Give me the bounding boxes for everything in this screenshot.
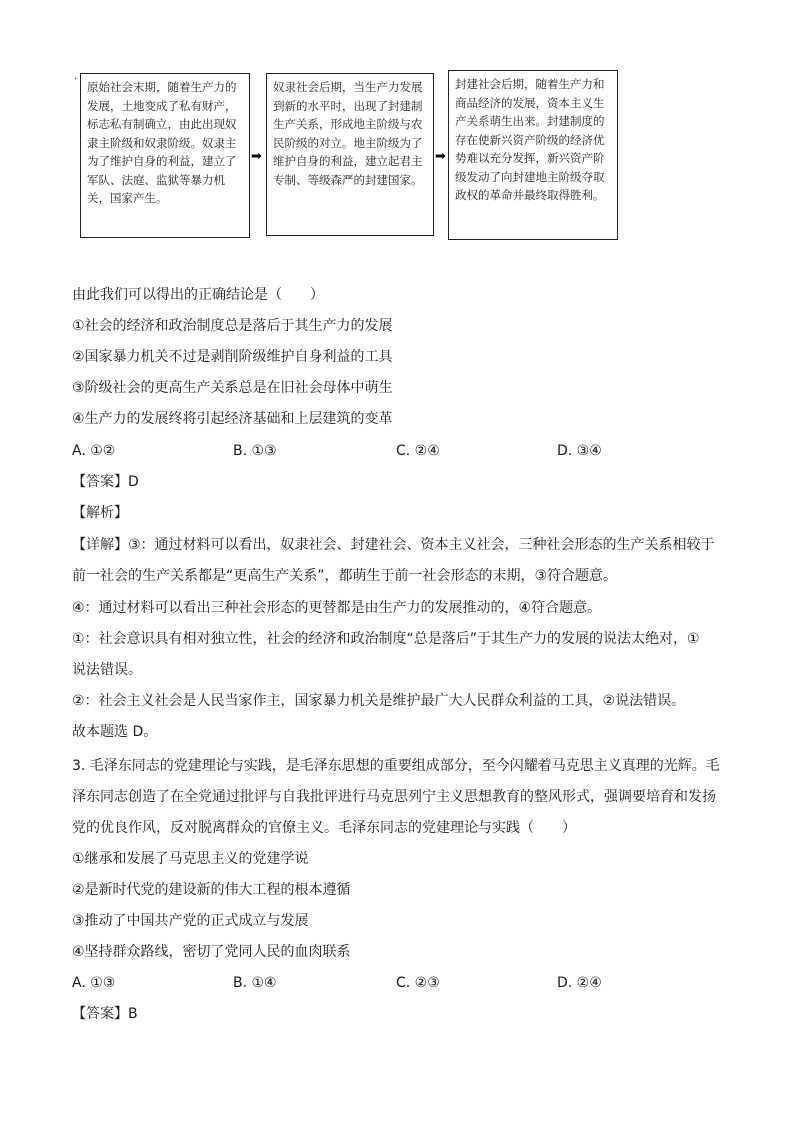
detail-line-6: ②：社会主义社会是人民当家作主，国家暴力机关是维护最广大人民群众利益的工具，②说法错误。 xyxy=(72,693,686,709)
statement-2: ②国家暴力机关不过是剥削阶级维护自身利益的工具 xyxy=(72,349,393,365)
q3-statement-1: ①继承和发展了马克思主义的党建学说 xyxy=(72,851,309,867)
option-a: A. ①② xyxy=(72,443,116,459)
q3-statement-3: ③推动了中国共产党的正式成立与发展 xyxy=(72,913,309,929)
q3-answer-line: 【答案】B xyxy=(72,1006,138,1022)
q3-statement-2: ②是新时代党的建设新的伟大工程的根本遵循 xyxy=(72,882,351,898)
statement-3: ③阶级社会的更高生产关系总是在旧社会母体中萌生 xyxy=(72,380,393,396)
option-d: D. ②④ xyxy=(557,975,602,991)
detail-line-1: 【详解】③：通过材料可以看出，奴隶社会、封建社会、资本主义社会，三种社会形态的生产关系相较于 xyxy=(72,537,715,553)
option-c: C. ②④ xyxy=(396,443,440,459)
q3-stem-line-3: 党的优良作风，反对脱离群众的官僚主义。毛泽东同志的党建理论与实践（ ） xyxy=(72,820,576,836)
flow-box-feudal-society: 封建社会后期，随着生产力和商品经济的发展，资本主义生产关系萌生出来。封建制度的存在使新兴资产阶级的经济优势难以充分发挥，新兴资产阶级发动了向封建地主阶级夺取政权的革命并最终取得胜利。 xyxy=(448,70,618,240)
option-b: B. ①③ xyxy=(233,443,277,459)
detail-line-5: 说法错误。 xyxy=(72,662,142,678)
option-d: D. ③④ xyxy=(557,443,602,459)
detail-line-4: ①：社会意识具有相对独立性，社会的经济和政治制度“总是落后”于其生产力的发展的说法太绝对，① xyxy=(72,631,700,647)
flowchart xyxy=(70,70,630,245)
right-arrow-icon: ➡ xyxy=(251,149,262,164)
q3-stem-line-2: 泽东同志创造了在全党通过批评与自我批评进行马克思列宁主义思想教育的整风形式，强调要培育和发扬 xyxy=(72,789,716,805)
answer-line: 【答案】D xyxy=(72,474,139,490)
detail-line-3: ④：通过材料可以看出三种社会形态的更替都是由生产力的发展推动的，④符合题意。 xyxy=(72,600,602,616)
q3-stem-line-1: 3. 毛泽东同志的党建理论与实践，是毛泽东思想的重要组成部分，至今闪耀着马克思主义真理的光辉。毛 xyxy=(72,758,720,774)
question-stem: 由此我们可以得出的正确结论是（ ） xyxy=(72,287,324,303)
analysis-label: 【解析】 xyxy=(72,505,128,521)
detail-line-2: 前一社会的生产关系都是“更高生产关系”，都萌生于前一社会形态的末期，③符合题意。 xyxy=(72,568,618,584)
statement-1: ①社会的经济和政治制度总是落后于其生产力的发展 xyxy=(72,318,393,334)
detail-line-7: 故本题选 D。 xyxy=(72,724,158,740)
q3-statement-4: ④坚持群众路线，密切了党同人民的血肉联系 xyxy=(72,944,351,960)
option-c: C. ②③ xyxy=(396,975,440,991)
bullet-dot: · xyxy=(74,74,78,85)
option-a: A. ①③ xyxy=(72,975,116,991)
flow-box-primitive-society: 原始社会末期，随着生产力的发展，土地变成了私有财产，标志私有制确立，由此出现奴隶主阶级和奴隶阶级。奴隶主为了维护自身的利益，建立了军队、法庭、监狱等暴力机关，国家产生。 xyxy=(80,73,250,238)
flow-box-slave-society: 奴隶社会后期，当生产力发展到新的水平时，出现了封建制生产关系，形成地主阶级与农民阶级的对立。地主阶级为了维护自身的利益，建立起君主专制、等级森严的封建国家。 xyxy=(266,73,434,236)
option-b: B. ①④ xyxy=(233,975,277,991)
statement-4: ④生产力的发展终将引起经济基础和上层建筑的变革 xyxy=(72,411,393,427)
right-arrow-icon: ➡ xyxy=(435,149,446,164)
